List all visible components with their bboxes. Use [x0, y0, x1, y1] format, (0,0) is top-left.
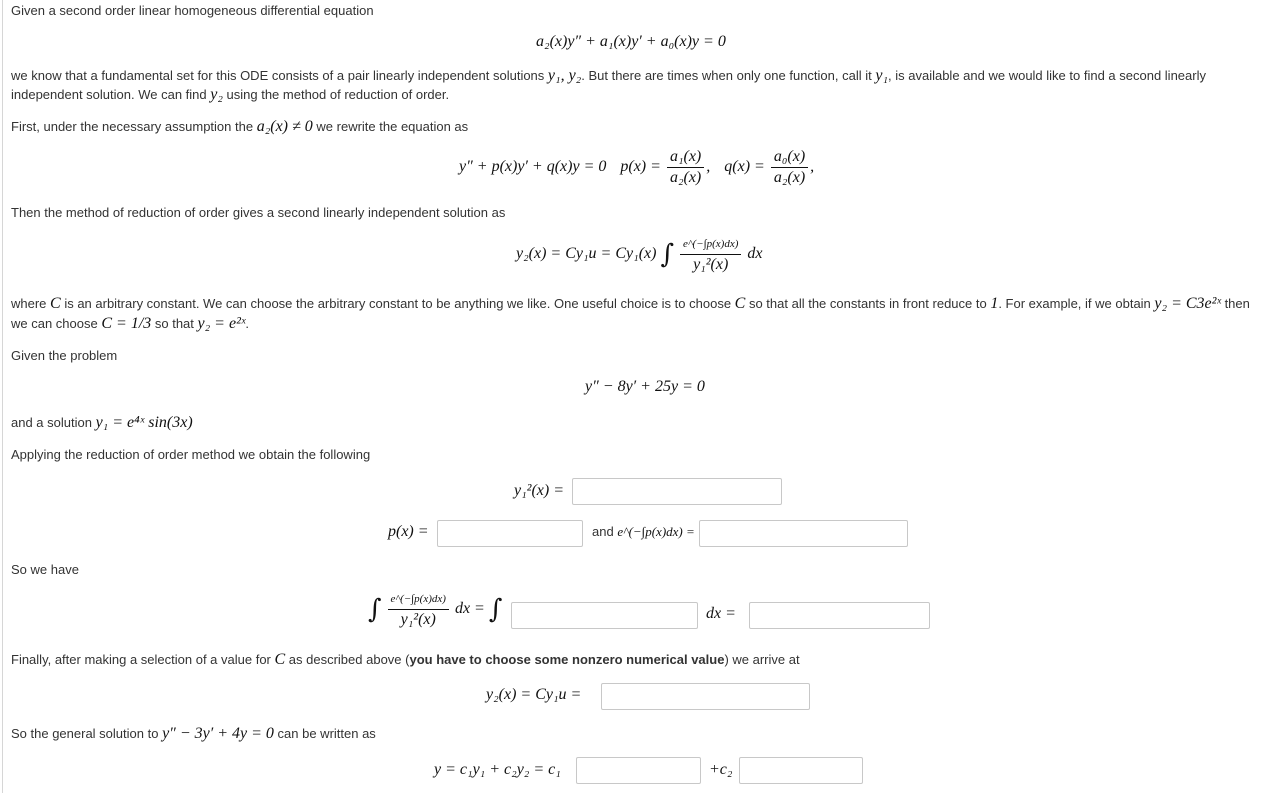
problem-equation: y″ − 8y′ + 25y = 0 — [585, 378, 705, 395]
y1-squared-label: y₁²(x) = — [514, 482, 565, 499]
plus-c2-label: +c₂ — [709, 761, 733, 778]
constant-paragraph: where C is an arbitrary constant. We can choose the arbitrary constant to be anything we like. One useful choice is to choose C so that all the constants in front reduce to 1. For example, if we obtain y₂ = C3e²ˣ then — [11, 295, 1250, 312]
integral-expression: ∫ $\frac{e\^{}(-\int p(x)dx)}{\text{y₁²(x)}}$ dx = ∫ — [368, 590, 502, 629]
integrand-fraction: $\frac{e\^{}(-\int p(x)dx)}{\text{y₁²(x)}}$ — [388, 590, 449, 629]
y2-math: y₂ — [210, 86, 223, 103]
c1-term-input[interactable] — [576, 757, 701, 784]
fundamental-set-paragraph-line2: independent solution. We can find y₂ using the method of reduction of order. — [11, 86, 450, 103]
integral-sign: ∫ — [368, 594, 382, 625]
given-solution-text: and a solution y₁ = e⁴ˣ sin(3x) — [11, 414, 193, 431]
p-of-x-label: p(x) = — [388, 523, 429, 540]
y1-math: y₁ — [875, 67, 889, 84]
y2-label: y₂(x) = Cy₁u = — [486, 686, 582, 703]
p-fraction: $\frac{\text{a₁(x)}}{\text{a₂(x)}}$ — [667, 148, 704, 187]
intro-text: Given a second order linear homogeneous differential equation — [11, 3, 374, 18]
p-of-x-input[interactable] — [437, 520, 583, 547]
exp-neg-integral-input[interactable] — [699, 520, 908, 547]
integral-sign: ∫ — [660, 239, 674, 270]
method-text: Then the method of reduction of order gives a second linearly independent solution as — [11, 205, 506, 220]
general-ode-equation: a₂(x)y″ + a₁(x)y′ + a₀(x)y = 0 — [536, 33, 726, 50]
reduction-integrand: $\frac{e\^{}(-\int p(x)dx)}{\text{y₁²(x)}}$ — [680, 235, 741, 274]
constant-paragraph-line2: we can choose C = 1/3 so that y₂ = e²ˣ. — [11, 315, 250, 332]
fundamental-set-paragraph: we know that a fundamental set for this ODE consists of a pair linearly independent solutions y₁, y₂. But there are times when only one function, call it y₁, is available and we would like to find a second linearly — [11, 67, 1206, 84]
y1-y2-math: y₁, y₂ — [547, 67, 582, 84]
applying-text: Applying the reduction of order method we obtain the following — [11, 447, 371, 462]
assumption-text: First, under the necessary assumption the a₂(x) ≠ 0 we rewrite the equation as — [11, 118, 469, 135]
standard-form-equation: y″ + p(x)y′ + q(x)y = 0 p(x) = $\frac{\text{a₁(x)}}{\text{a₂(x)}}$ , q(x) = $\frac{\text{a₀(x)}}{\text{a₂(x)}}$ , — [459, 148, 815, 186]
y2-input[interactable] — [601, 683, 810, 710]
a2-nonzero-math: a₂(x) ≠ 0 — [256, 118, 313, 135]
exp-label: and e^(−∫p(x)dx) = — [592, 524, 695, 539]
integral-sign: ∫ — [488, 594, 503, 625]
finally-text: Finally, after making a selection of a value for C as described above (you have to choose some nonzero numerical value) we arrive at — [11, 651, 800, 668]
y1-squared-input[interactable] — [572, 478, 782, 505]
given-problem-label: Given the problem — [11, 348, 118, 363]
integrand-input[interactable] — [511, 602, 698, 629]
general-solution-text: So the general solution to y″ − 3y′ + 4y = 0 can be written as — [11, 725, 376, 742]
so-we-have-text: So we have — [11, 562, 79, 577]
dx-equals-label: dx = — [706, 605, 736, 622]
given-solution-math: y₁ = e⁴ˣ sin(3x) — [95, 414, 193, 431]
q-fraction: $\frac{\text{a₀(x)}}{\text{a₂(x)}}$ — [771, 148, 808, 187]
c2-term-input[interactable] — [739, 757, 863, 784]
general-solution-lhs: y = c₁y₁ + c₂y₂ = c₁ — [434, 761, 561, 778]
reduction-formula: y₂(x) = Cy₁u = Cy₁(x) ∫ $\frac{e\^{}(-\int p(x)dx)}{\text{y₁²(x)}}$ dx — [516, 235, 763, 274]
integral-result-input[interactable] — [749, 602, 930, 629]
